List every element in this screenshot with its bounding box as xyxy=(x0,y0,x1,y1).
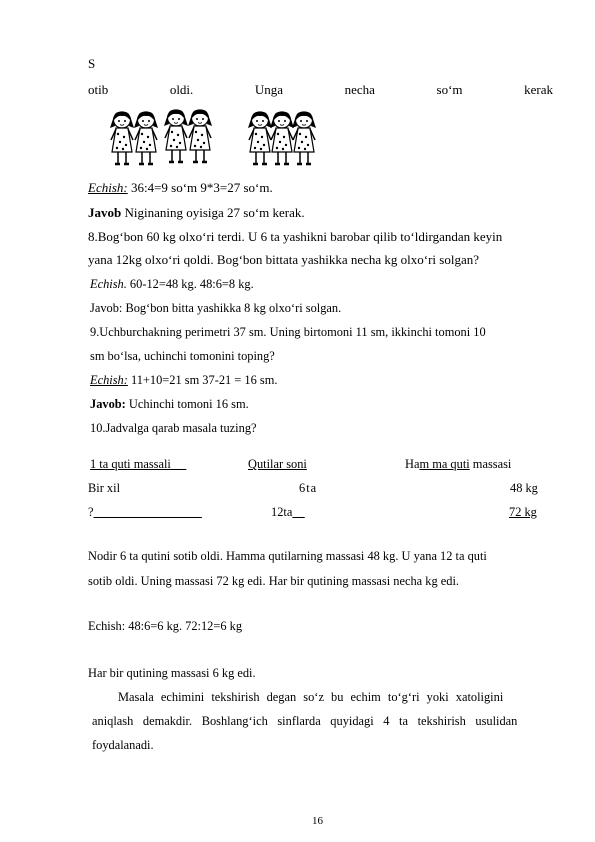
echish-label: Echish: xyxy=(88,180,128,195)
answer-1: Javob Niginaning oyisiga 27 so‘m kerak. xyxy=(88,205,305,220)
answer-3: Javob: Uchinchi tomoni 16 sm. xyxy=(90,397,249,411)
solution-1: Echish: 36:4=9 so‘m 9*3=27 so‘m. xyxy=(88,180,273,195)
table-row1-col1: Bir xil xyxy=(88,481,121,495)
method-line1: Masala echimini tekshirish degan so‘z bu echim to‘g‘ri yoki xatoligini xyxy=(118,690,504,704)
word: so‘m xyxy=(436,82,463,97)
table-header-3: Ham ma quti massasi xyxy=(405,457,512,471)
problem-8-line2: yana 12kg olxo‘ri qoldi. Bog‘bon bittata yashikka necha kg olxo‘ri solgan? xyxy=(88,252,479,267)
word: Unga xyxy=(254,82,284,97)
table-header-2: Qutilar soni xyxy=(248,457,307,471)
girls-illustration-right xyxy=(246,106,318,172)
method-line2: aniqlash demakdir. Boshlang‘ich sinflarda quyidagi 4 ta tekshirish usulidan xyxy=(92,714,518,728)
table-header-1: 1 ta quti massali xyxy=(90,457,171,471)
word: otib xyxy=(88,82,109,97)
method-line3: foydalanadi. xyxy=(92,738,154,752)
paragraph-nodir-line2: sotib oldi. Uning massasi 72 kg edi. Har bir qutining massasi necha kg edi. xyxy=(88,574,459,588)
answer-4: Har bir qutining massasi 6 kg edi. xyxy=(88,666,256,680)
problem-10: 10.Jadvalga qarab masala tuzing? xyxy=(90,421,257,435)
page-number: 16 xyxy=(312,815,323,827)
table-row1-col3: 48 kg xyxy=(510,481,538,495)
table-row2-col2: 12ta xyxy=(271,505,293,519)
line-otib xyxy=(88,83,553,96)
problem-9-line2: sm bo‘lsa, uchinchi tomonini toping? xyxy=(90,349,275,363)
word: necha xyxy=(344,82,375,97)
table-row1-col2: 6ta xyxy=(299,481,318,495)
line-s: S xyxy=(88,56,96,71)
solution-2: Echish. 60-12=48 kg. 48:6=8 kg. xyxy=(90,277,254,291)
word: oldi. xyxy=(169,82,194,97)
table-row2-col3: 72 kg xyxy=(509,505,537,519)
solution-4: Echish: 48:6=6 kg. 72:12=6 kg xyxy=(88,619,243,633)
answer-2: Javob: Bog‘bon bitta yashikka 8 kg olxo‘ri solgan. xyxy=(90,301,342,315)
word: kerak xyxy=(524,82,553,97)
problem-8-line1: 8.Bog‘bon 60 kg olxo‘ri terdi. U 6 ta yashikni barobar qilib to‘ldirgandan keyin xyxy=(88,229,503,244)
paragraph-nodir-line1: Nodir 6 ta qutini sotib oldi. Hamma qutilarning massasi 48 kg. U yana 12 ta quti xyxy=(88,549,487,563)
problem-9-line1: 9.Uchburchakning perimetri 37 sm. Uning birtomoni 11 sm, ikkinchi tomoni 10 xyxy=(90,325,486,339)
solution-3: Echish: 11+10=21 sm 37-21 = 16 sm. xyxy=(90,373,278,387)
girls-illustration-left xyxy=(106,106,216,172)
table-row2-col1: ? xyxy=(88,505,94,519)
